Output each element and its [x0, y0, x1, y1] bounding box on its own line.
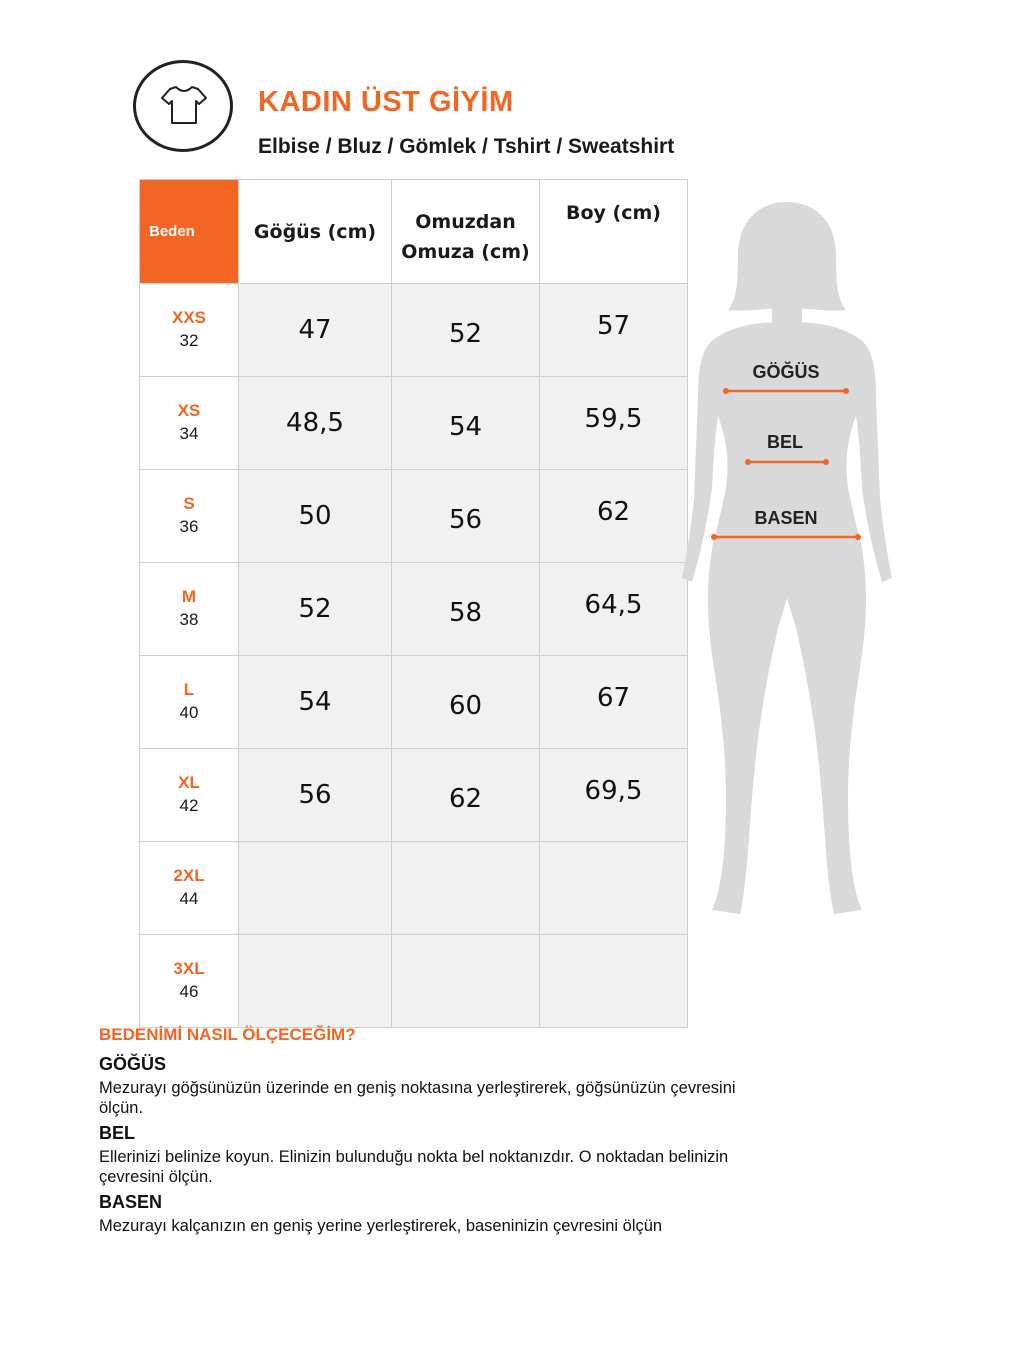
size-code: XXS	[171, 308, 207, 327]
header-size: Beden	[140, 180, 239, 284]
size-cell	[140, 656, 239, 749]
length-value: 57	[540, 284, 688, 377]
size-cell	[140, 935, 239, 1028]
size-cell	[140, 470, 239, 563]
chest-value: 52	[239, 563, 392, 656]
size-cell	[140, 284, 239, 377]
length-value: 62	[540, 470, 688, 563]
size-code: M	[181, 587, 197, 606]
page-title: KADIN ÜST GİYİM	[258, 86, 514, 118]
table-row	[140, 377, 688, 470]
length-value	[540, 842, 688, 935]
guide-waist-text: Ellerinizi belinize koyun. Elinizin bulunduğu nokta bel noktanızdır. O noktadan belinizin çevresini ölçün.	[99, 1148, 729, 1186]
guide-chest-heading: GÖĞÜS	[99, 1054, 167, 1074]
chest-value: 47	[239, 284, 392, 377]
length-value: 59,5	[540, 377, 688, 470]
shoulder-value: 58	[392, 563, 540, 656]
size-number: 36	[179, 517, 199, 536]
waist-label: BEL	[767, 432, 803, 452]
size-code: XS	[177, 401, 201, 420]
chest-value: 50	[239, 470, 392, 563]
size-code: 3XL	[173, 959, 205, 978]
table-header-row	[140, 180, 688, 284]
chest-label: GÖĞÜS	[752, 362, 820, 382]
guide-title: BEDENİMİ NASIL ÖLÇECEĞİM?	[99, 1025, 356, 1044]
table-row	[140, 749, 688, 842]
chest-value	[239, 842, 392, 935]
header-shoulder: Omuzdan Omuza (cm)	[392, 180, 540, 284]
size-number: 42	[179, 796, 199, 815]
shoulder-value: 62	[392, 749, 540, 842]
size-cell	[140, 377, 239, 470]
chest-value: 56	[239, 749, 392, 842]
chest-value: 54	[239, 656, 392, 749]
shoulder-value: 56	[392, 470, 540, 563]
guide-hip-heading: BASEN	[99, 1192, 163, 1212]
shoulder-value: 60	[392, 656, 540, 749]
size-code: S	[183, 494, 195, 513]
size-number: 38	[179, 610, 199, 629]
tshirt-icon	[160, 83, 208, 127]
size-table	[139, 179, 688, 1028]
chest-value: 48,5	[239, 377, 392, 470]
shoulder-value: 52	[392, 284, 540, 377]
size-number: 34	[179, 424, 199, 443]
size-number: 46	[179, 982, 199, 1001]
guide-chest-text: Mezurayı göğsünüzün üzerinde en geniş noktasına yerleştirerek, göğsünüzün çevresini ölçün.	[99, 1079, 736, 1117]
length-value: 64,5	[540, 563, 688, 656]
table-row	[140, 842, 688, 935]
table-row	[140, 935, 688, 1028]
hip-label: BASEN	[754, 508, 818, 528]
size-cell	[140, 842, 239, 935]
length-value: 69,5	[540, 749, 688, 842]
shoulder-value	[392, 842, 540, 935]
table-row	[140, 284, 688, 377]
size-code: L	[183, 680, 195, 699]
chest-value	[239, 935, 392, 1028]
table-row	[140, 470, 688, 563]
table-row	[140, 656, 688, 749]
size-cell	[140, 749, 239, 842]
header-length: Boy (cm)	[540, 180, 688, 284]
shoulder-value: 54	[392, 377, 540, 470]
guide-waist-heading: BEL	[99, 1123, 135, 1143]
body-silhouette	[676, 198, 898, 920]
table-row	[140, 563, 688, 656]
header-chest: Göğüs (cm)	[239, 180, 392, 284]
guide-hip-text: Mezurayı kalçanızın en geniş yerine yerleştirerek, baseninizin çevresini ölçün	[99, 1217, 663, 1235]
size-number: 32	[179, 331, 199, 350]
size-number: 40	[179, 703, 199, 722]
size-cell	[140, 563, 239, 656]
shoulder-value	[392, 935, 540, 1028]
length-value: 67	[540, 656, 688, 749]
size-code: 2XL	[173, 866, 205, 885]
size-number: 44	[179, 889, 199, 908]
size-code: XL	[178, 773, 200, 792]
tshirt-icon-badge	[133, 60, 233, 152]
page-subtitle: Elbise / Bluz / Gömlek / Tshirt / Sweatshirt	[258, 135, 675, 158]
length-value	[540, 935, 688, 1028]
